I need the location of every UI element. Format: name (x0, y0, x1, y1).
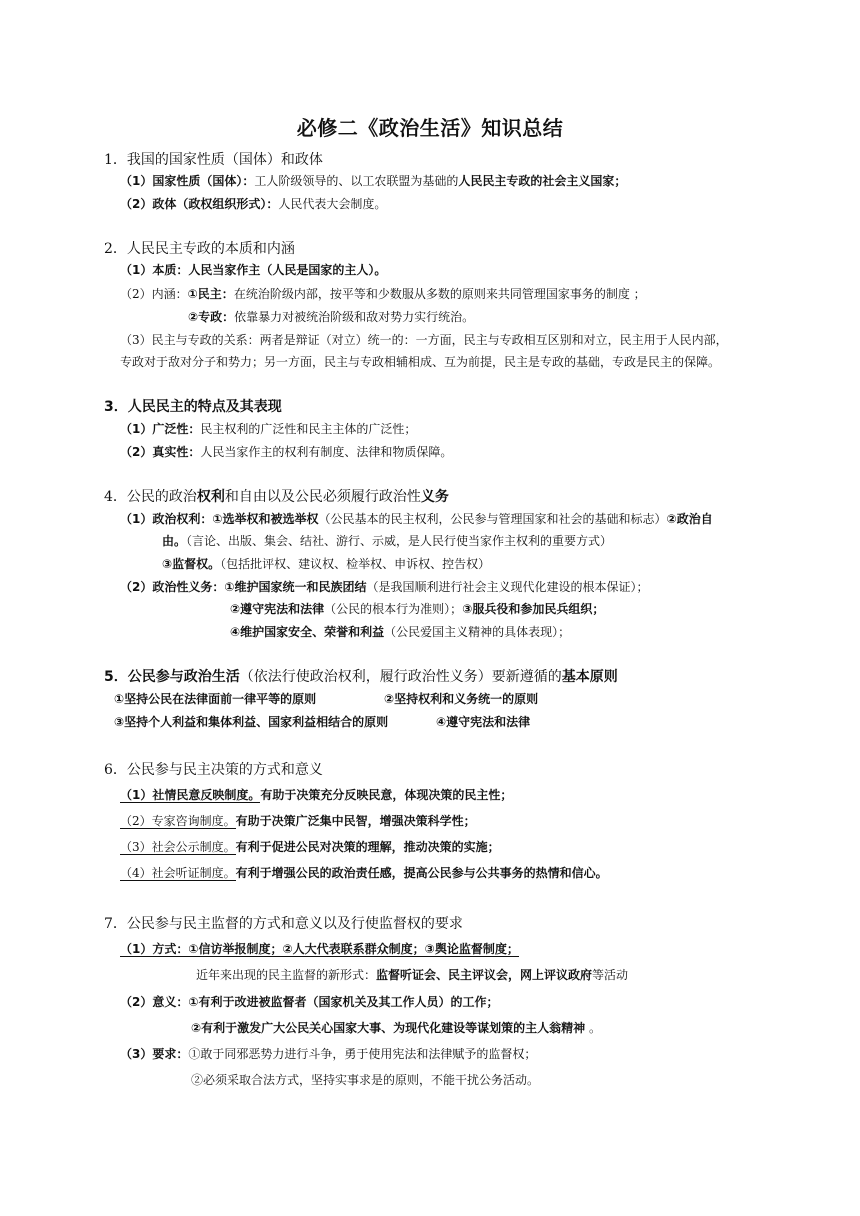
s6-l1-text: 有助于决策充分反映民意，体现决策的民主性； (260, 788, 513, 802)
s7-l2-bold: 监督听证会、民主评议会，网上评议政府 (376, 968, 593, 982)
s1-l2-label: （2）政体（政权组织形式）： (120, 197, 279, 211)
s3-l2-text: 人民当家作主的权利有制度、法律和物质保障。 (200, 445, 453, 459)
s4-l5-bold: ②遵守宪法和法律 (230, 602, 325, 616)
s7-line-4 (191, 1019, 601, 1037)
s2-line-3 (188, 308, 474, 326)
s4-heading-part-c: 和自由以及公民必须履行政治性 (224, 489, 421, 505)
s2-l3-text: 依靠暴力对被统治阶级和敌对势力实行统治。 (234, 310, 475, 324)
s4-heading-part-a: 4．公民的政治 (104, 489, 197, 505)
s4-l6-text: （公民爱国主义精神的具体表现）； (384, 625, 571, 639)
s3-line-1 (120, 420, 416, 438)
s7-l4-text: 。 (585, 1021, 601, 1035)
s7-l2-label: 近年来出现的民主监督的新形式： (196, 968, 377, 982)
s5-heading-bold-2: 基本原则 (561, 669, 618, 685)
s6-l4-label: （4）社会听证制度。 (120, 866, 236, 880)
s6-line-3 (120, 838, 500, 856)
s7-line-1 (120, 940, 519, 958)
s4-l1-text: （公民基本的民主权利，公民参与管理国家和社会的基础和标志） (318, 512, 667, 526)
s5-heading-text: （依法行使政治权利，履行政治性义务）要新遵循的 (239, 669, 562, 685)
section-7-heading: 7．公民参与民主监督的方式和意义以及行使监督权的要求 (104, 916, 463, 932)
s4-line-5 (230, 600, 604, 618)
s1-l1-text: 工人阶级领导的、以工农联盟为基础的 (254, 174, 459, 188)
s6-line-2 (120, 812, 476, 830)
s7-line-6: ②必须采取合法方式，坚持实事求是的原则，不能干扰公务活动。 (191, 1073, 540, 1087)
s5-principle-1: ①坚持公民在法律面前一律平等的原则 (114, 692, 317, 706)
s4-line-4 (120, 578, 649, 596)
s4-l2-bold: 由。 (162, 534, 187, 548)
s7-line-2 (196, 966, 628, 984)
s6-l1-bold: （1）社情民意反映制度。 (120, 788, 261, 802)
s2-line-1: （1）本质：人民当家作主（人民是国家的主人）。 (120, 263, 387, 277)
s4-l1-bold-2: ②政治自 (666, 512, 713, 526)
s5-principle-3: ③坚持个人利益和集体利益、国家利益相结合的原则 (114, 715, 389, 729)
s4-l6-bold: ④维护国家安全、荣誉和利益 (230, 625, 385, 639)
s7-l1-bold: （1）方式：①信访举报制度；②人大代表联系群众制度；③舆论监督制度； (120, 942, 519, 956)
s1-line-2 (120, 195, 386, 213)
s4-l1-bold: （1）政治权利：①选举权和被选举权 (120, 512, 319, 526)
s6-l3-label: （3）社会公示制度。 (120, 840, 236, 854)
s3-line-2 (120, 443, 452, 461)
s3-l2-label: （2）真实性： (120, 445, 201, 459)
s3-l1-text: 民主权利的广泛性和民主主体的广泛性； (200, 422, 417, 436)
s2-l3-bold: ②专政： (188, 310, 235, 324)
s7-line-3: （2）意义：①有利于改进被监督者（国家机关及其工作人员）的工作； (120, 995, 499, 1009)
s2-l2-label: （2）内涵： (120, 287, 188, 301)
s5-principle-2: ②坚持权利和义务统一的原则 (384, 692, 539, 706)
s1-l1-bold: 人民民主专政的社会主义国家； (458, 174, 627, 188)
section-3-heading: 3．人民民主的特点及其表现 (104, 399, 282, 415)
s1-l2-text: 人民代表大会制度。 (278, 197, 387, 211)
s4-l4-bold: （2）政治性义务：①维护国家统一和民族团结 (120, 580, 367, 594)
section-4-heading (104, 487, 449, 507)
section-2-heading: 2．人民民主专政的本质和内涵 (104, 241, 295, 257)
s4-line-2 (162, 532, 612, 550)
s4-l5-text: （公民的根本行为准则）； (324, 602, 463, 616)
s1-l1-label: （1）国家性质（国体）： (120, 174, 255, 188)
s7-l5-text: ①敢于同邪恶势力进行斗争，勇于使用宪法和法律赋予的监督权； (188, 1047, 537, 1061)
s6-l3-text: 有利于促进公民对决策的理解，推动决策的实施； (235, 840, 500, 854)
page-title: 必修二《政治生活》知识总结 (296, 116, 564, 140)
s2-l2-bold: ①民主： (187, 287, 234, 301)
s2-line-4: （3）民主与专政的关系：两者是辩证（对立）统一的：一方面，民主与专政相互区别和对立，民主用于人民内部， (120, 333, 728, 347)
s4-l5-bold-2: ③服兵役和参加民兵组织； (462, 602, 605, 616)
s7-l4-bold: ②有利于激发广大公民关心国家大事、为现代化建设等谋划策的主人翁精神 (191, 1021, 586, 1035)
s4-line-6 (230, 623, 570, 641)
s6-l4-text: 有利于增强公民的政治责任感，提高公民参与公共事务的热情和信心。 (235, 866, 608, 880)
s4-l3-bold: ③监督权。 (162, 557, 221, 571)
s5-principle-4: ④遵守宪法和法律 (436, 715, 531, 729)
s4-line-3 (162, 555, 490, 573)
s2-line-5: 专政对于敌对分子和势力；另一方面，民主与专政相辅相成、互为前提，民主是专政的基础，专政是民主的保障。 (120, 355, 721, 369)
s7-line-5 (120, 1045, 536, 1063)
s6-line-1 (120, 786, 512, 804)
s4-l4-text: （是我国顺利进行社会主义现代化建设的根本保证）； (366, 580, 649, 594)
s7-l5-label: （3）要求： (120, 1047, 189, 1061)
s6-l2-text: 有助于决策广泛集中民智，增强决策科学性； (235, 814, 476, 828)
s4-heading-rights: 权利 (196, 489, 225, 505)
s6-line-4 (120, 864, 608, 882)
s2-l2-text: 在统治阶级内部，按平等和少数服从多数的原则来共同管理国家事务的制度 ； (233, 287, 646, 301)
s7-l2-text: 等活动 (592, 968, 629, 982)
s4-l2-text: （言论、出版、集会、结社、游行、示威，是人民行使当家作主权利的重要方式） (186, 534, 613, 548)
section-6-heading: 6．公民参与民主决策的方式和意义 (104, 762, 323, 778)
s3-l1-label: （1）广泛性： (120, 422, 201, 436)
s4-heading-duties: 义务 (420, 489, 449, 505)
s1-line-1 (120, 172, 626, 190)
s4-line-1 (120, 510, 713, 528)
section-5-heading (104, 667, 618, 687)
s5-heading-bold: 5．公民参与政治生活 (104, 669, 240, 685)
s2-line-2 (120, 285, 646, 303)
s4-l3-text: （包括批评权、建议权、检举权、申诉权、控告权） (220, 557, 491, 571)
section-1-heading: 1．我国的国家性质（国体）和政体 (104, 152, 323, 168)
s6-l2-label: （2）专家咨询制度。 (120, 814, 236, 828)
